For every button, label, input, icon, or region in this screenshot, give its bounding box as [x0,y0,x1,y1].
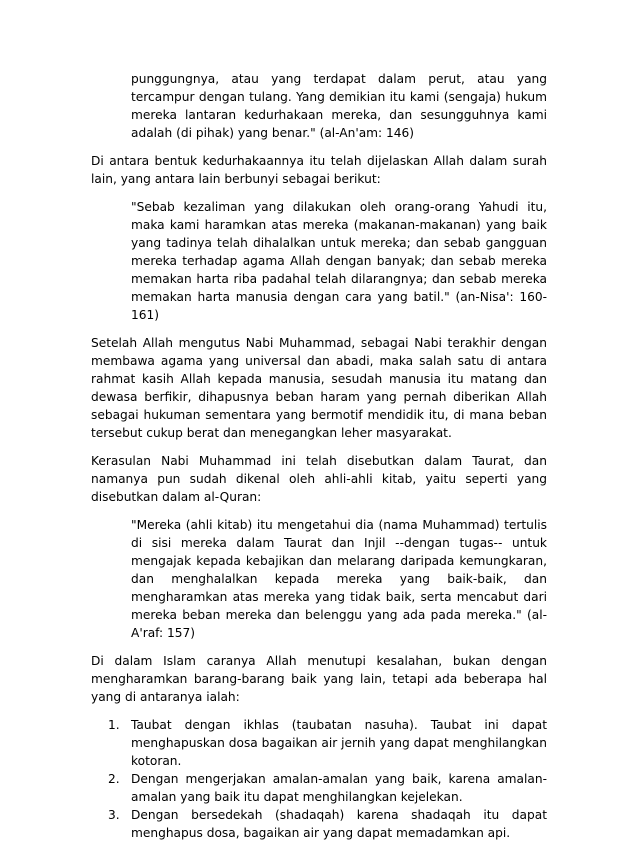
list-item [91,770,547,806]
paragraph-2: Setelah Allah mengutus Nabi Muhammad, sebagai Nabi terakhir dengan membawa agama yang universal dan abadi, maka salah satu di antara rahmat kasih Allah kepada manusia, sesudah manusia itu matang dan dewasa berfikir, dihapusnya beban haram yang pernah diberikan Allah sebagai hukuman sementara yang bermotif mendidik itu, di mana beban tersebut cukup berat dan menegangkan leher masyarakat. [91,336,547,440]
paragraph-4: Di dalam Islam caranya Allah menutupi kesalahan, bukan dengan mengharamkan barang-barang baik yang lain, tetapi ada beberapa hal yang di antaranya ialah: [91,654,547,704]
numbered-list [91,716,547,842]
list-item-text: Taubat dengan ikhlas (taubatan nasuha). Taubat ini dapat menghapuskan dosa bagaikan air jernih yang dapat menghilangkan kotoran. [131,718,547,768]
quote-al-araf: "Mereka (ahli kitab) itu mengetahui dia (nama Muhammad) tertulis di sisi mereka dalam Taurat dan Injil --dengan tugas-- untuk mengajak kepada kebajikan dan melarang daripada kemungkaran, dan menghalalkan kepada mereka yang baik-baik, dan mengharamkan atas mereka yang tidak baik, serta mencabut dari mereka beban mereka dan belenggu yang ada pada mereka." (al-A'raf: 157) [131,518,547,640]
list-item-text: Dengan mengerjakan amalan-amalan yang baik, karena amalan-amalan yang baik itu dapat menghilangkan kejelekan. [131,772,547,804]
list-item-number: 3. [108,808,120,822]
list-item [91,716,547,770]
quote-continuation: punggungnya, atau yang terdapat dalam perut, atau yang tercampur dengan tulang. Yang demikian itu kami (sengaja) hukum mereka lantaran kedurhakaan mereka, dan sesungguhnya kami adalah (di pihak) yang benar." (al-An'am: 146) [131,72,547,140]
list-item-number: 2. [108,772,120,786]
list-item [91,806,547,842]
paragraph-3: Kerasulan Nabi Muhammad ini telah disebutkan dalam Taurat, dan namanya pun sudah dikenal oleh ahli-ahli kitab, yaitu seperti yang disebutkan dalam al-Quran: [91,454,547,504]
list-item-number: 1. [108,718,120,732]
quote-an-nisa: "Sebab kezaliman yang dilakukan oleh orang-orang Yahudi itu, maka kami haramkan atas mereka (makanan-makanan) yang baik yang tadinya telah dihalalkan untuk mereka; dan sebab gangguan mereka terhadap agama Allah dengan banyak; dan sebab mereka memakan harta riba padahal telah dilarangnya; dan sebab mereka memakan harta manusia dengan cara yang batil." (an-Nisa': 160-161) [131,200,547,322]
list-item-text: Dengan bersedekah (shadaqah) karena shadaqah itu dapat menghapus dosa, bagaikan air yang dapat memadamkan api. [131,808,547,840]
document-page [91,70,547,842]
paragraph-1: Di antara bentuk kedurhakaannya itu telah dijelaskan Allah dalam surah lain, yang antara lain berbunyi sebagai berikut: [91,154,547,186]
